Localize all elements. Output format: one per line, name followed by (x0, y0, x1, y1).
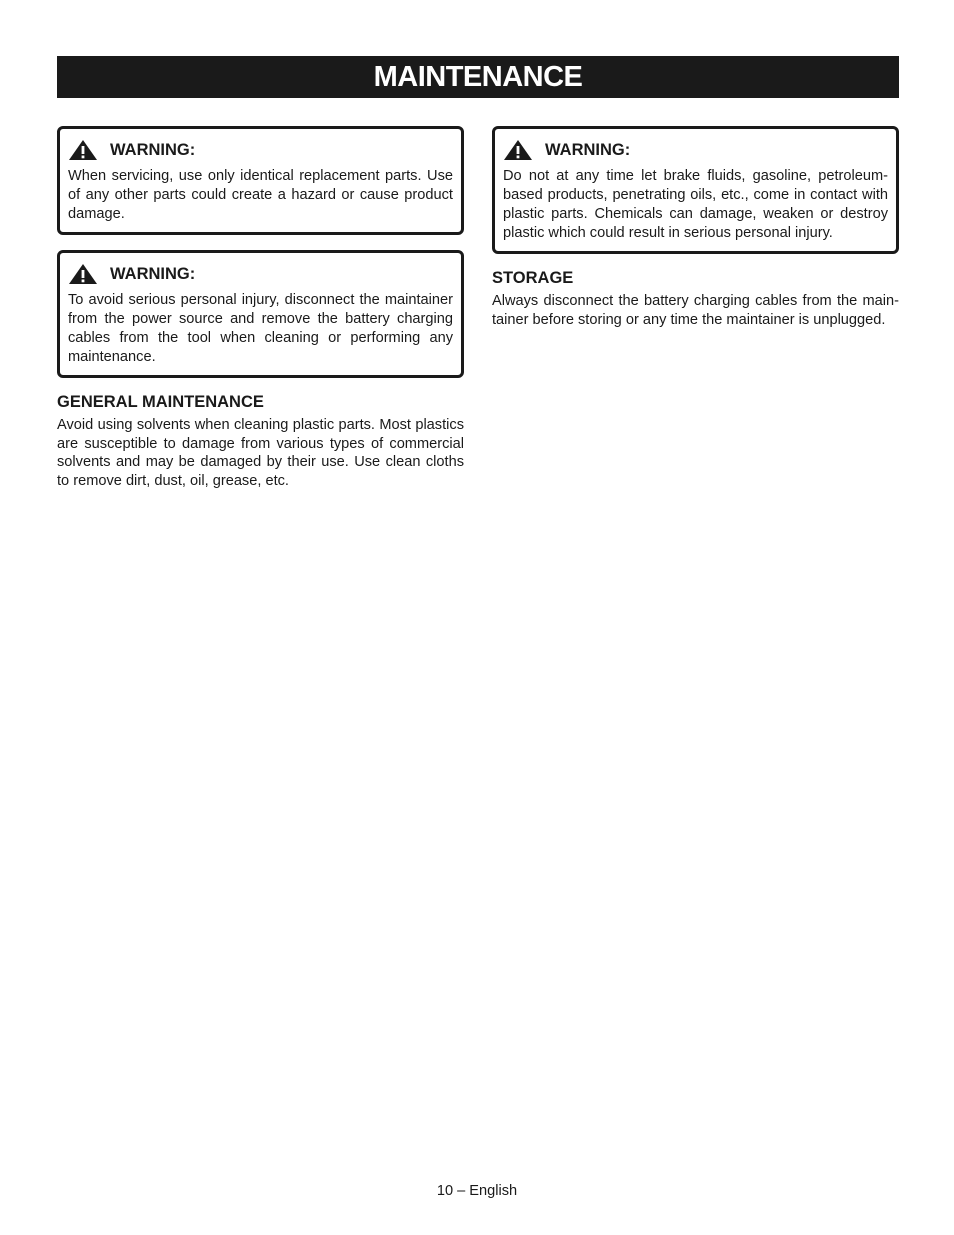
general-maintenance-heading: GENERAL MAINTENANCE (57, 393, 264, 411)
left-column (57, 126, 464, 491)
general-maintenance-text: Avoid using solvents when cleaning plastic parts. Most plastics are susceptible to damage from various types of commercial solvents and may be damaged by their use. Use clean cloths to remove dirt, dust, oil, grease, etc. (57, 417, 464, 490)
warning-triangle-icon (503, 139, 533, 161)
warning-box-chemicals (492, 126, 899, 254)
warning-label: WARNING: (110, 264, 196, 283)
page-footer: 10 – English (436, 1183, 518, 1199)
warning-label: WARNING: (110, 140, 196, 159)
warning-triangle-icon (68, 263, 98, 285)
warning-text: To avoid serious personal injury, disconnect the maintainer from the power source and remove the battery charging cables from the tool when cleaning or performing any maintenance. (68, 292, 453, 365)
warning-text: Do not at any time let brake fluids, gasoline, petroleum-based products, penetrating oils, etc., come in contact with plastic parts. Chemicals can damage, weaken or destroy plastic which could result in serious personal injury. (503, 168, 888, 241)
storage-text: Always disconnect the battery charging cables from the maintainer before storing or any time the maintainer is unplugged. (492, 293, 899, 328)
warning-box-replacement-parts (57, 126, 464, 235)
warning-triangle-icon (68, 139, 98, 161)
warning-header (68, 263, 453, 285)
warning-header (68, 139, 453, 161)
warning-header (503, 139, 888, 161)
right-column (492, 126, 899, 329)
warning-label: WARNING: (545, 140, 631, 159)
warning-box-disconnect (57, 250, 464, 378)
page-title: MAINTENANCE (57, 56, 899, 98)
storage-heading: STORAGE (492, 269, 574, 287)
warning-text: When servicing, use only identical replacement parts. Use of any other parts could create a hazard or cause product damage. (68, 168, 453, 222)
